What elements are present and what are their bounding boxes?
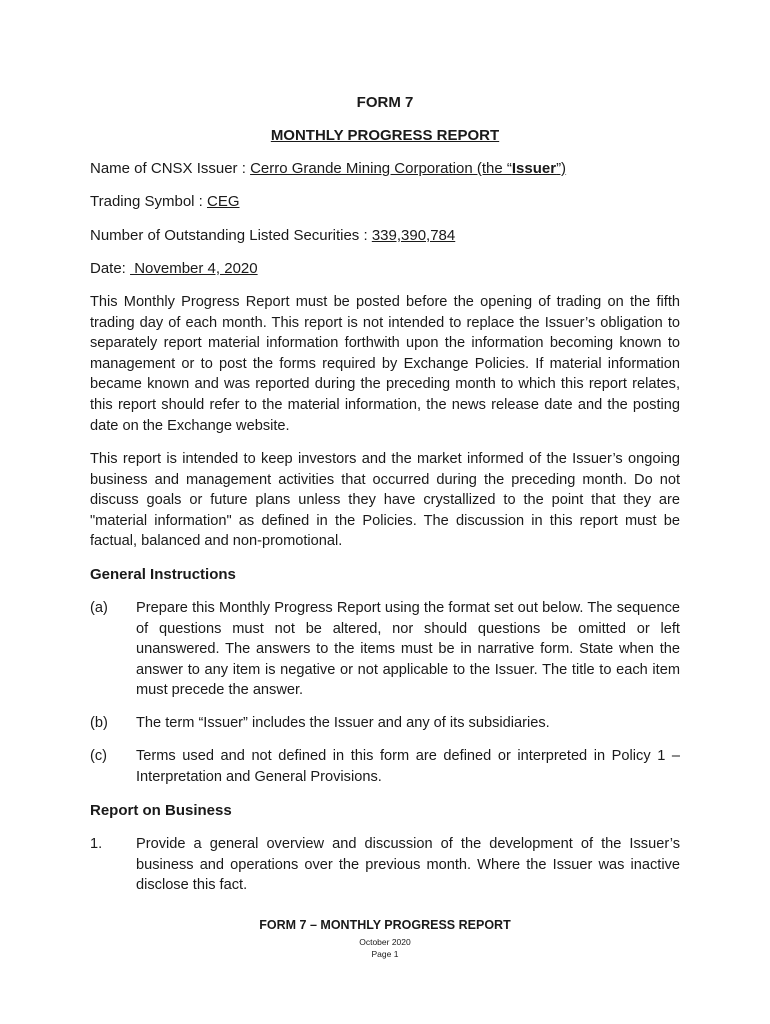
item-text: Terms used and not defined in this form are defined or interpreted in Policy 1 – Interpretation and General Provisions. (136, 748, 680, 785)
date-line (90, 260, 258, 277)
item-text: Prepare this Monthly Progress Report using the format set out below. The sequence of questions must not be altered, nor should questions be omitted or left unanswered. The answers to the items must be in narrative form. State when the answer to any item is negative or not applicable to the Issuer. The title to each item must precede the answer. (136, 600, 680, 699)
issuer-value-bold: Issuer (511, 160, 557, 177)
instruction-item-b (90, 713, 680, 734)
general-instructions-heading: General Instructions (90, 566, 236, 583)
report-on-business-heading: Report on Business (90, 802, 232, 819)
item-text: The term “Issuer” includes the Issuer and any of its subsidiaries. (136, 715, 550, 731)
issuer-value-pre: Cerro Grande Mining Corporation (the “ (250, 160, 512, 177)
date-value: November 4, 2020 (130, 260, 258, 277)
footer-page-number: Page 1 (371, 949, 399, 959)
item-text: Provide a general overview and discussion of the development of the Issuer’s business and operations over the previous month. Where the Issuer was inactive disclose this fact. (136, 836, 680, 894)
footer-date: October 2020 (359, 937, 411, 947)
business-item-1 (90, 834, 680, 896)
issuer-label: Name of CNSX Issuer : (90, 160, 251, 177)
trading-symbol-line (90, 193, 240, 210)
form-number: FORM 7 (356, 94, 414, 111)
securities-line (90, 227, 455, 244)
item-label: (b) (90, 715, 108, 731)
symbol-value: CEG (207, 193, 240, 210)
item-label: (a) (90, 600, 108, 616)
instruction-item-a (90, 598, 680, 701)
instruction-item-c (90, 746, 680, 787)
issuer-value-post: ”) (556, 160, 567, 177)
intro-paragraph-2: This report is intended to keep investors and the market informed of the Issuer’s ongoing business and management activities that occurred during the preceding month. Do not discuss goals or future plans unless they have crystallized to the point that they are "material information" as defined in the Policies. The discussion in this report must be factual, balanced and non-promotional. (90, 451, 680, 550)
footer-title: FORM 7 – MONTHLY PROGRESS REPORT (259, 918, 511, 932)
intro-paragraph-1: This Monthly Progress Report must be posted before the opening of trading on the fifth trading day of each month. This report is not intended to replace the Issuer’s obligation to separately report material information forthwith upon the information becoming known to management or to post the forms required by Exchange Policies. If material information became known and was reported during the preceding month to which this report relates, this report should refer to the material information, the news release date and the posting date on the Exchange website. (90, 294, 680, 434)
date-label: Date: (90, 260, 131, 277)
report-title: MONTHLY PROGRESS REPORT (270, 127, 500, 144)
item-label: 1. (90, 836, 103, 852)
securities-value: 339,390,784 (371, 227, 456, 244)
symbol-label: Trading Symbol : (90, 193, 207, 210)
securities-label: Number of Outstanding Listed Securities : (90, 227, 372, 244)
issuer-value (250, 160, 566, 177)
issuer-name-line (90, 160, 566, 177)
item-label: (c) (90, 748, 108, 764)
